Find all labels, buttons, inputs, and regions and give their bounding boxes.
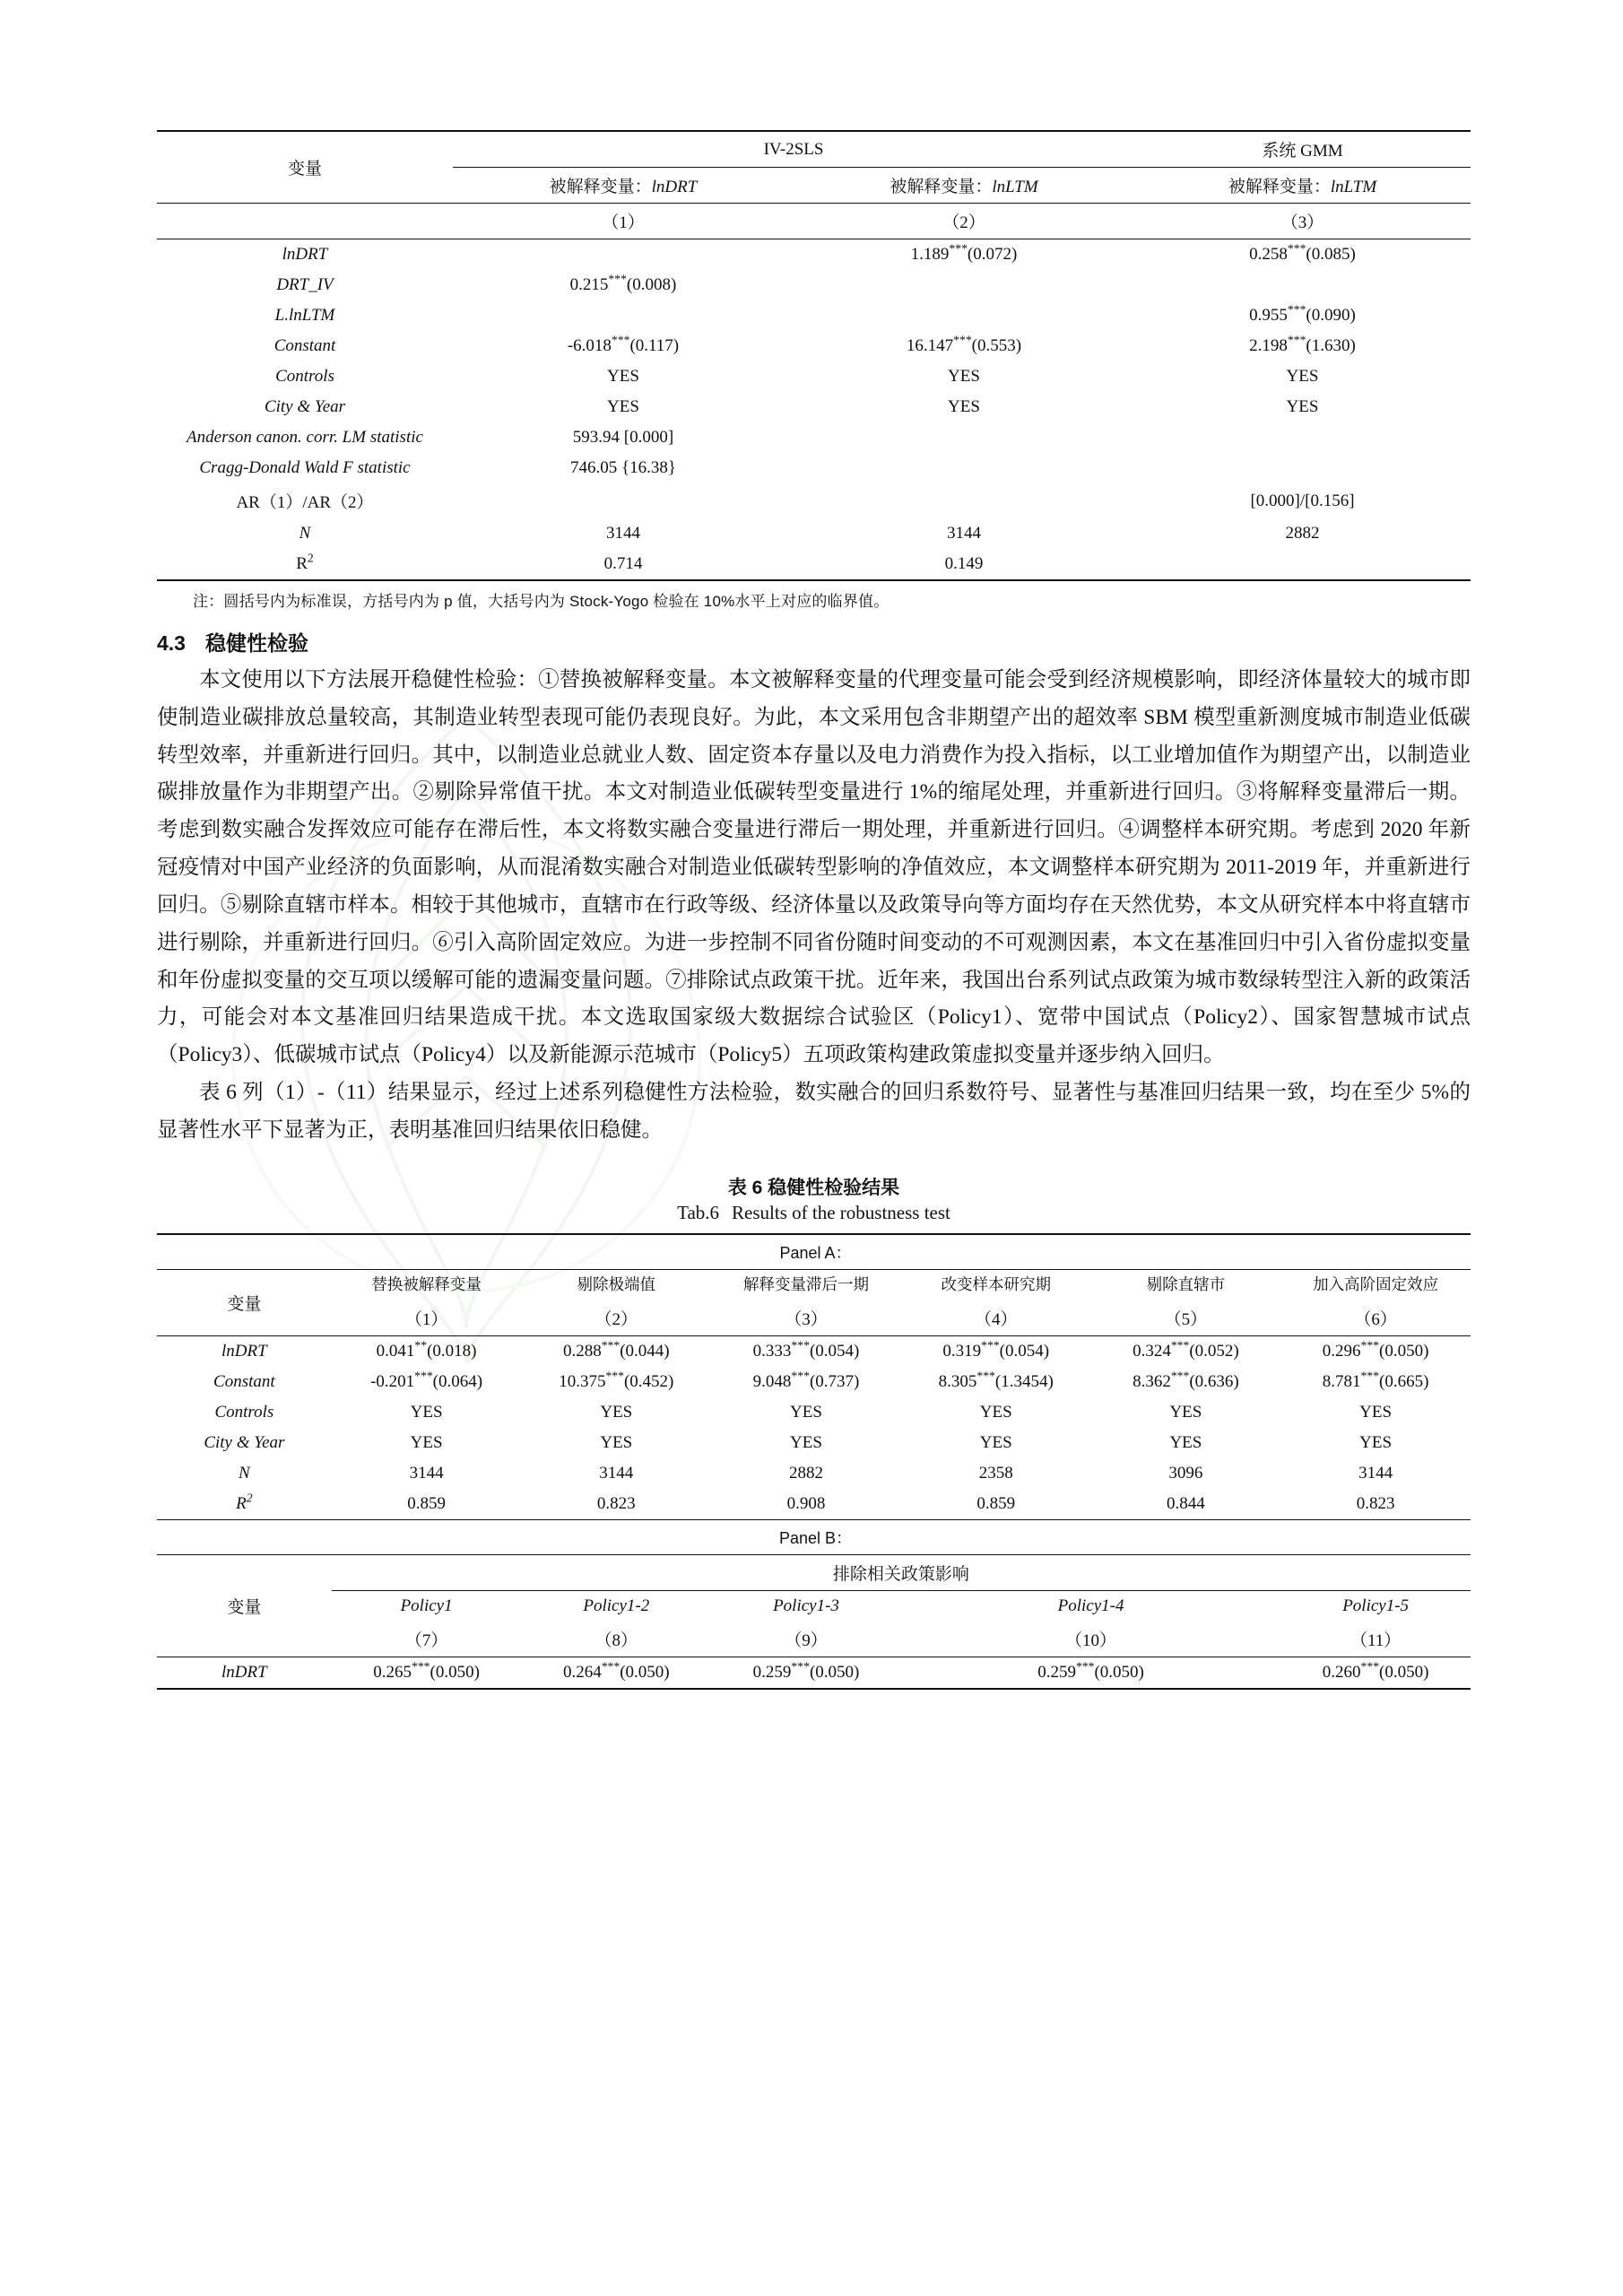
table-row — [157, 483, 1471, 518]
cell: 0.149 — [944, 554, 984, 573]
cell: 0.260***(0.050) — [1322, 1659, 1429, 1682]
cell — [453, 300, 794, 331]
row-label: Constant — [273, 336, 336, 355]
cell — [794, 483, 1134, 518]
col-number-a2: （2） — [595, 1309, 638, 1329]
cell: YES — [410, 1402, 443, 1422]
cell: 0.324***(0.052) — [1133, 1338, 1239, 1361]
cell: [0.000]/[0.156] — [1250, 491, 1355, 510]
cell: YES — [607, 397, 639, 416]
cell: -0.201***(0.064) — [370, 1369, 483, 1391]
cell — [453, 483, 794, 518]
col-header-b1: Policy1 — [400, 1596, 453, 1615]
cell: YES — [790, 1432, 822, 1452]
paragraph-robustness-results: 表 6 列（1）-（11）结果显示，经过上述系列稳健性方法检验，数实融合的回归系数符号、显著性与基准回归结果一致，均在至少 5%的显著性水平下显著为正，表明基准回归结果依旧稳健。 — [157, 1081, 1471, 1142]
cell: YES — [948, 397, 980, 416]
table-row-colnumbers — [157, 1622, 1471, 1657]
cell: 2358 — [978, 1463, 1013, 1483]
paragraph-robustness-methods: 本文使用以下方法展开稳健性检验：①替换被解释变量。本文被解释变量的代理变量可能会受到经济规模影响，即经济体量较大的城市即使制造业碳排放总量较高，其制造业转型表现可能仍表现良好。为此，本文采用包含非期望产出的超效率 SBM 模型重新测度城市制造业低碳转型效率，并重新进行回归。其中，以制造业总就业人数、固定资本存量以及电力消费作为投入指标，以工业增加值作为期望产出，以制造业碳排放量作为非期望产出。②剔除异常值干扰。本文对制造业低碳转型变量进行 1%的缩尾处理，并重新进行回归。③将解释变量滞后一期。考虑到数实融合发挥效应可能存在滞后性，本文将数实融合变量进行滞后一期处理，并重新进行回归。④调整样本研究期。考虑到 2020 年新冠疫情对中国产业经济的负面影响，从而混淆数实融合对制造业低碳转型影响的净值效应，本文调整样本研究期为 2011-2019 年，并重新进行回归。⑤剔除直辖市样本。相较于其他城市，直辖市在行政等级、经济体量以及政策导向等方面均存在天然优势，本文从研究样本中将直辖市进行剔除，并重新进行回归。⑥引入高阶固定效应。为进一步控制不同省份随时间变动的不可观测因素，本文在基准回归中引入省份虚拟变量和年份虚拟变量的交互项以缓解可能的遗漏变量问题。⑦排除试点政策干扰。近年来，我国出台系列试点政策为城市数绿转型注入新的政策活力，可能会对本文基准回归结果造成干扰。本文选取国家级大数据综合试验区（Policy1）、宽带中国试点（Policy2）、国家智慧城市试点（Policy3）、低碳城市试点（Policy4）以及新能源示范城市（Policy5）五项政策构建政策虚拟变量并逐步纳入回归。 — [157, 668, 1471, 1067]
cell: YES — [1286, 367, 1319, 386]
table-row — [157, 1657, 1471, 1689]
cell — [1134, 453, 1471, 483]
table-row — [157, 1335, 1471, 1367]
cell: 2882 — [1285, 524, 1320, 543]
cell: 0.259***(0.050) — [1037, 1659, 1144, 1682]
cell: -6.018***(0.117) — [567, 333, 680, 355]
table-row-colnumbers — [157, 204, 1471, 239]
col-header-3: 被解释变量：lnLTM — [1228, 178, 1377, 196]
table-row — [157, 453, 1471, 483]
table-row — [157, 331, 1471, 361]
table-iv2sls-gmm — [157, 130, 1471, 581]
table-robustness — [157, 1233, 1471, 1690]
cell: 0.859 — [407, 1493, 446, 1513]
cell: YES — [790, 1402, 822, 1422]
table-row — [157, 518, 1471, 549]
col-number-a6: （6） — [1354, 1309, 1397, 1329]
section-title: 稳健性检验 — [204, 631, 308, 655]
cell: 0.041**(0.018) — [376, 1338, 477, 1361]
table6-caption-en — [157, 1202, 1471, 1224]
row-label: City & Year — [264, 397, 346, 416]
cell — [794, 453, 1134, 483]
table-row — [157, 422, 1471, 453]
panel-b-label: Panel B： — [778, 1528, 853, 1547]
cell: YES — [607, 367, 639, 386]
table-row — [157, 131, 1471, 168]
col-header-1: 被解释变量：lnDRT — [549, 178, 698, 196]
cell: 3144 — [409, 1463, 444, 1483]
col-number-b1: （7） — [404, 1631, 448, 1650]
col-number-blank — [157, 204, 453, 239]
table6-caption-en-text: Results of the robustness test — [732, 1201, 950, 1223]
cell: 3144 — [947, 524, 981, 543]
cell: 8.305***(1.3454) — [938, 1369, 1054, 1391]
col-header-variable: 变量 — [287, 160, 322, 178]
table-row — [157, 270, 1471, 300]
cell: 8.781***(0.665) — [1322, 1369, 1429, 1391]
table-row — [157, 1554, 1471, 1590]
table-row — [157, 1428, 1471, 1458]
cell: 10.375***(0.452) — [559, 1369, 674, 1391]
cell: 0.714 — [603, 554, 643, 573]
cell: 593.94 [0.000] — [572, 428, 674, 447]
cell: 0.859 — [976, 1493, 1016, 1513]
row-label: $R^2$ — [296, 551, 314, 573]
row-label: City & Year — [204, 1432, 285, 1452]
cell: 0.265***(0.050) — [373, 1659, 480, 1682]
cell — [1134, 422, 1471, 453]
col-number-2: （2） — [942, 213, 985, 232]
cell: 0.264***(0.050) — [562, 1659, 670, 1682]
cell — [453, 239, 794, 271]
cell: YES — [600, 1432, 633, 1452]
cell: 0.259***(0.050) — [752, 1659, 860, 1682]
cell: YES — [979, 1402, 1012, 1422]
cell: YES — [600, 1402, 633, 1422]
col-number-b5: （11） — [1350, 1631, 1402, 1650]
panel-a-label: Panel A： — [779, 1243, 852, 1262]
cell: 0.288***(0.044) — [562, 1338, 670, 1361]
col-header-a4: 改变样本研究期 — [941, 1274, 1051, 1293]
cell: 0.823 — [596, 1493, 636, 1513]
panel-b-label-row — [157, 1519, 1471, 1554]
col-header-a2: 剔除极端值 — [577, 1274, 656, 1293]
cell: 1.189***(0.072) — [910, 241, 1018, 264]
row-label: Controls — [275, 367, 334, 386]
cell: 0.319***(0.054) — [942, 1338, 1050, 1361]
row-label: lnDRT — [282, 245, 328, 264]
cell: 8.362***(0.636) — [1133, 1369, 1239, 1391]
cell: 0.333***(0.054) — [752, 1338, 860, 1361]
col-number-a1: （1） — [404, 1309, 448, 1329]
table-note: 注：圆括号内为标准误，方括号内为 p 值，大括号内为 Stock-Yogo 检验在 10%水平上对应的临界值。 — [193, 593, 890, 610]
row-label: lnDRT — [221, 1662, 267, 1682]
cell: YES — [1286, 397, 1319, 416]
col-header-a6: 加入高阶固定效应 — [1313, 1274, 1439, 1293]
col-number-b3: （9） — [785, 1631, 828, 1650]
cell: 9.048***(0.737) — [752, 1369, 860, 1391]
col-number-b4: （10） — [1065, 1631, 1117, 1650]
cell: 0.844 — [1167, 1493, 1205, 1513]
cell: 2.198***(1.630) — [1249, 333, 1356, 355]
row-label: N — [239, 1463, 250, 1483]
row-label: Cragg-Donald Wald F statistic — [199, 458, 411, 477]
row-label: $R^2$ — [236, 1491, 253, 1513]
table-row — [157, 1458, 1471, 1489]
section-number: 4.3 — [157, 631, 186, 655]
cell: 0.258***(0.085) — [1249, 241, 1356, 264]
table6-caption-en-label: Tab.6 — [677, 1201, 720, 1223]
cell: 16.147***(0.553) — [906, 333, 1022, 355]
col-number-1: （1） — [602, 213, 645, 232]
row-label: L.lnLTM — [274, 306, 335, 325]
cell: 3144 — [1358, 1463, 1393, 1483]
cell: YES — [410, 1432, 443, 1452]
col-header-variable: 变量 — [227, 1294, 262, 1314]
table-row — [157, 392, 1471, 422]
cell — [794, 270, 1134, 300]
col-header-a5: 剔除直辖市 — [1146, 1274, 1226, 1293]
col-header-a3: 解释变量滞后一期 — [743, 1274, 869, 1293]
cell: 0.955***(0.090) — [1249, 302, 1356, 325]
row-label: DRT_IV — [276, 275, 334, 294]
table-row — [157, 361, 1471, 392]
panel-b-span-header: 排除相关政策影响 — [332, 1554, 1471, 1590]
table-row — [157, 300, 1471, 331]
cell: 3144 — [606, 524, 640, 543]
table-row — [157, 1269, 1471, 1300]
col-header-variable-b: 变量 — [227, 1597, 262, 1617]
page-content — [157, 130, 1471, 1690]
cell: YES — [1359, 1432, 1393, 1452]
cell: 0.296***(0.050) — [1322, 1338, 1429, 1361]
col-number-b2: （8） — [595, 1631, 638, 1650]
table-row — [157, 1367, 1471, 1397]
cell — [794, 422, 1134, 453]
cell: 3096 — [1168, 1463, 1203, 1483]
table-row-colnumbers — [157, 1300, 1471, 1336]
table-row — [157, 549, 1471, 580]
cell — [794, 300, 1134, 331]
row-label: N — [299, 524, 311, 543]
row-label: AR（1）/AR（2） — [236, 493, 374, 512]
cell — [1134, 549, 1471, 580]
col-number-a5: （5） — [1164, 1309, 1208, 1329]
table-row — [157, 239, 1471, 271]
col-header-b3: Policy1-3 — [773, 1596, 839, 1615]
cell: 0.823 — [1356, 1493, 1395, 1513]
section-heading — [157, 627, 1471, 657]
table-row — [157, 1590, 1471, 1622]
table6-caption — [157, 1173, 1471, 1224]
col-number-a3: （3） — [785, 1309, 828, 1329]
group-header-iv2sls: IV-2SLS — [453, 131, 1134, 168]
col-number-3: （3） — [1280, 213, 1324, 232]
col-header-b4: Policy1-4 — [1057, 1596, 1124, 1615]
cell: YES — [948, 367, 980, 386]
row-label: Controls — [214, 1402, 274, 1422]
cell — [1134, 270, 1471, 300]
col-header-b5: Policy1-5 — [1342, 1596, 1410, 1615]
cell: 0.908 — [786, 1493, 826, 1513]
cell: YES — [1169, 1432, 1202, 1452]
col-header-a1: 替换被解释变量 — [371, 1274, 482, 1293]
table-row — [157, 1489, 1471, 1520]
cell: 2882 — [789, 1463, 823, 1483]
cell: YES — [1169, 1402, 1202, 1422]
group-header-gmm: 系统 GMM — [1134, 131, 1471, 168]
table-row — [157, 1397, 1471, 1428]
col-number-a4: （4） — [974, 1309, 1018, 1329]
row-label: Constant — [213, 1371, 275, 1391]
cell: 746.05 {16.38} — [570, 458, 676, 477]
row-label: lnDRT — [221, 1341, 267, 1361]
cell: 0.215***(0.008) — [569, 272, 677, 294]
table6-caption-cn: 表 6 稳健性检验结果 — [727, 1177, 900, 1198]
cell: YES — [1359, 1402, 1393, 1422]
col-header-2: 被解释变量：lnLTM — [890, 178, 1038, 196]
row-label: Anderson canon. corr. LM statistic — [187, 428, 423, 447]
col-header-b2: Policy1-2 — [583, 1596, 650, 1615]
panel-a-label-row — [157, 1234, 1471, 1270]
cell: YES — [979, 1432, 1012, 1452]
cell: 3144 — [599, 1463, 634, 1483]
